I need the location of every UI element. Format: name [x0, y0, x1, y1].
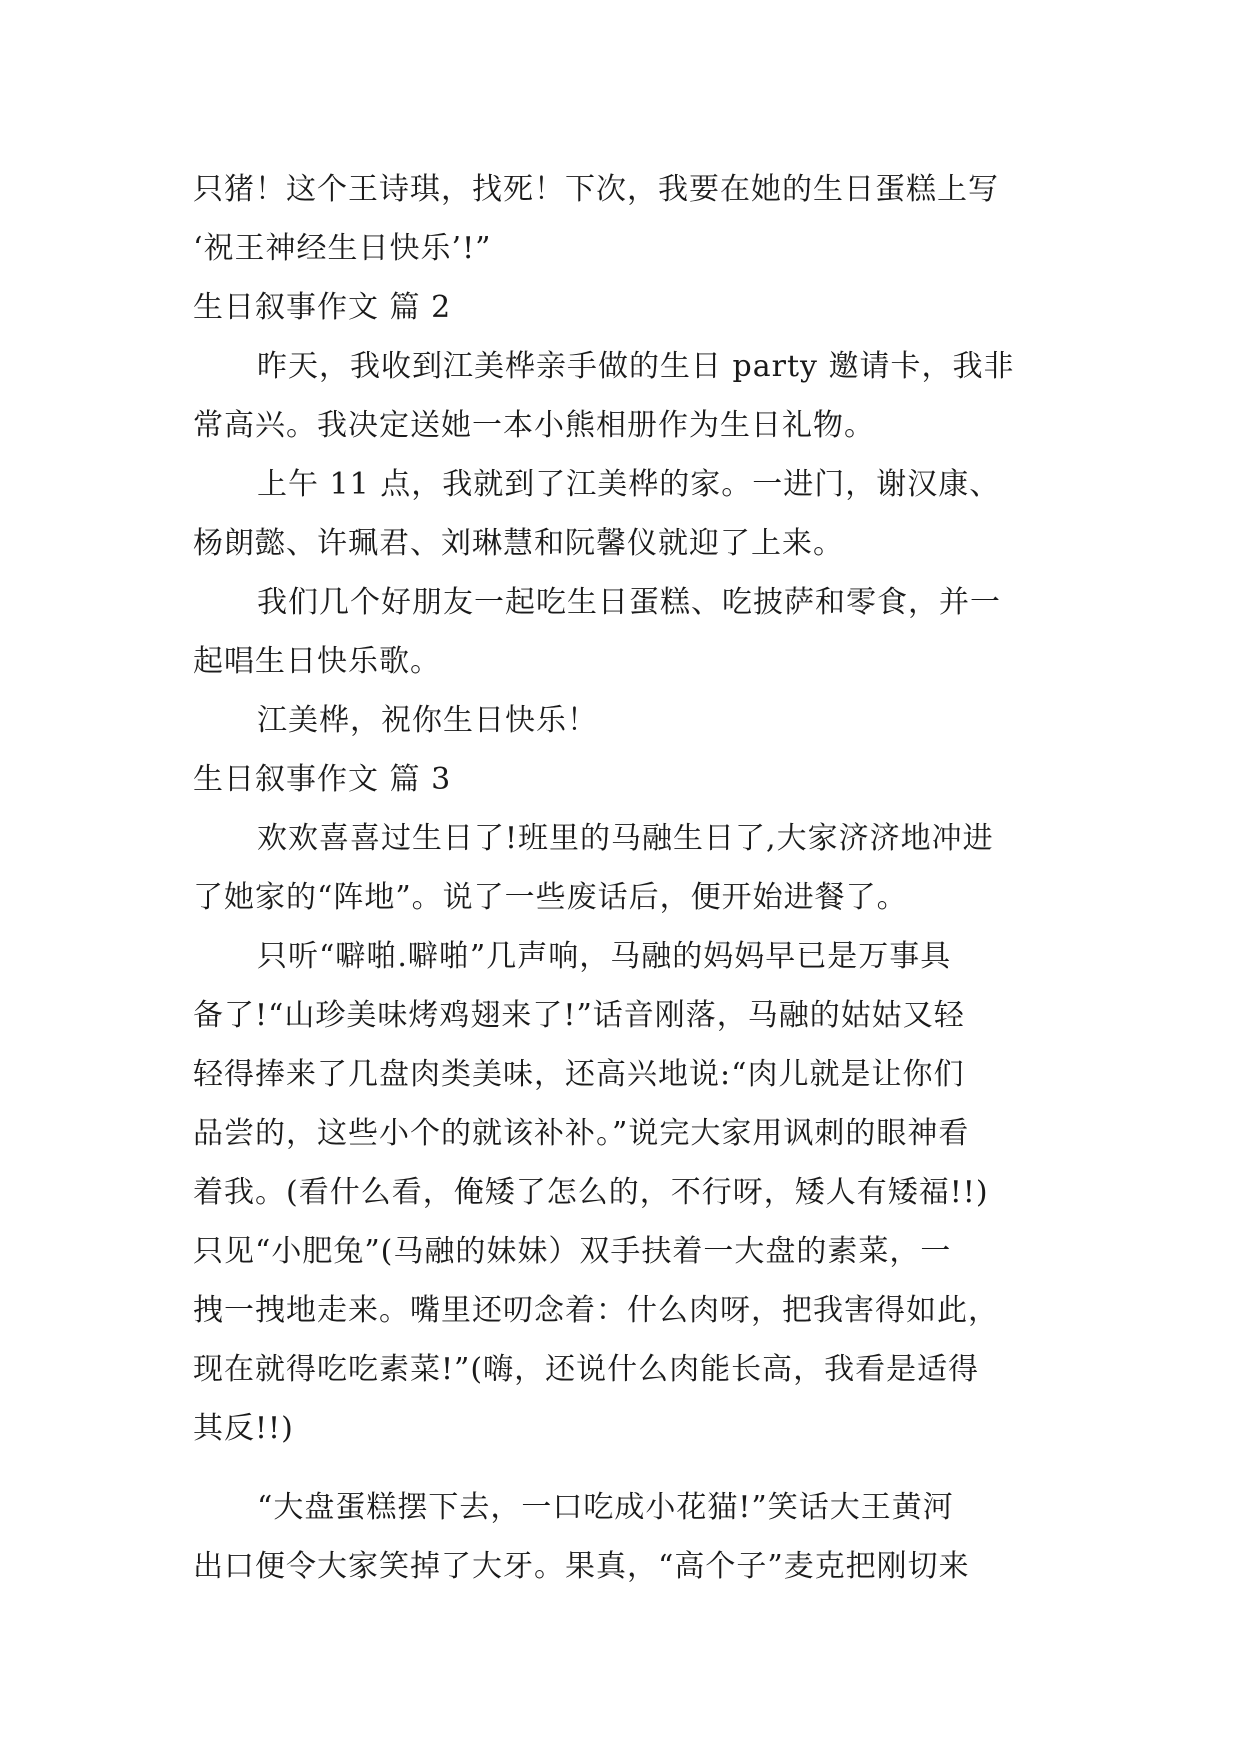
text-line: 只猪！这个王诗琪，找死！下次，我要在她的生日蛋糕上写	[193, 172, 999, 207]
text-line: 轻得捧来了几盘肉类美味，还高兴地说:“肉儿就是让你们	[193, 1057, 965, 1092]
text-line: 常高兴。我决定送她一本小熊相册作为生日礼物。	[193, 408, 875, 443]
text-line: 出口便令大家笑掉了大牙。果真，“高个子”麦克把刚切来	[193, 1549, 970, 1584]
text-line: 江美桦，祝你生日快乐！	[257, 703, 598, 738]
text-line: 上午 11 点，我就到了江美桦的家。一进门，谢汉康、	[257, 467, 1001, 502]
text-line: “大盘蛋糕摆下去，一口吃成小花猫!”笑话大王黄河	[257, 1490, 954, 1525]
text-line: 了她家的“阵地”。说了一些废话后，便开始进餐了。	[193, 880, 908, 915]
text-line: ‘祝王神经生日快乐’!”	[193, 231, 492, 266]
text-line: 欢欢喜喜过生日了!班里的马融生日了,大家济济地冲进	[257, 821, 994, 856]
text-line: 拽一拽地走来。嘴里还叨念着：什么肉呀，把我害得如此，	[193, 1293, 999, 1328]
text-line: 起唱生日快乐歌。	[193, 644, 441, 679]
text-line: 现在就得吃吃素菜!”(嗨，还说什么肉能长高，我看是适得	[193, 1352, 980, 1387]
text-line: 我们几个好朋友一起吃生日蛋糕、吃披萨和零食，并一	[257, 585, 1001, 620]
section-heading: 生日叙事作文 篇 2	[193, 290, 452, 325]
text-line: 着我。(看什么看，俺矮了怎么的，不行呀，矮人有矮福!!)	[193, 1175, 989, 1210]
text-line: 品尝的，这些小个的就该补补。”说完大家用讽刺的眼神看	[193, 1116, 970, 1151]
section-heading: 生日叙事作文 篇 3	[193, 762, 452, 797]
text-line: 其反!!)	[193, 1411, 294, 1446]
paragraph-gap	[193, 1458, 1063, 1478]
text-line: 备了!“山珍美味烤鸡翅来了!”话音刚落，马融的姑姑又轻	[193, 998, 965, 1033]
document-body	[193, 160, 1063, 1596]
text-line: 昨天，我收到江美桦亲手做的生日 party 邀请卡，我非	[257, 349, 1015, 384]
text-line: 只听“噼啪.噼啪”几声响，马融的妈妈早已是万事具	[257, 939, 952, 974]
text-line: 杨朗懿、许珮君、刘琳慧和阮馨仪就迎了上来。	[193, 526, 844, 561]
text-line: 只见“小肥兔”(马融的妹妹）双手扶着一大盘的素菜，一	[193, 1234, 952, 1269]
